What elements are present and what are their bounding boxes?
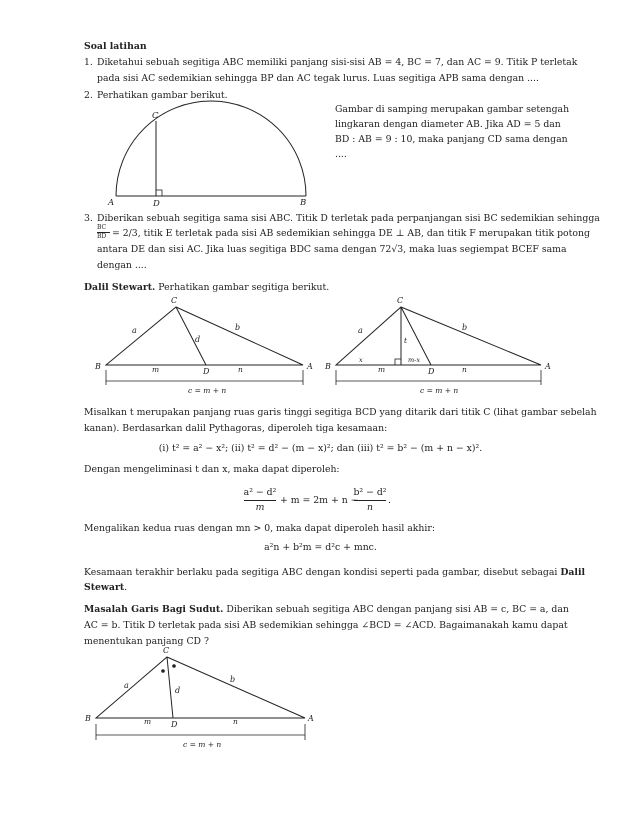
stewart-title: Dalil Stewart.: [84, 282, 156, 293]
problem-1-line-1: Diketahui sebuah segitiga ABC memiliki panjang sisi-sisi AB = 4, BC = 7, dan AC = 9. Titik P terletak: [97, 57, 578, 68]
eq-right-numerator: b² − d²: [353, 487, 387, 498]
label-c: C: [152, 111, 159, 121]
label-b: b: [235, 323, 241, 332]
angle-mark-left: [161, 669, 165, 673]
conclusion-bold-2: Stewart: [84, 582, 125, 593]
conclusion-bold-1: Dalil: [560, 567, 586, 578]
bisector-line-3: menentukan panjang CD ?: [84, 636, 209, 647]
label-a-vertex: A: [545, 362, 551, 371]
label-a: a: [124, 681, 129, 690]
bisector-intro: Diberikan sebuah segitiga ABC dengan panjang sisi AB = c, BC = a, dan: [226, 604, 569, 615]
stewart-elimination-text: Dengan mengeliminasi t dan x, maka dapat diperoleh:: [84, 464, 340, 475]
label-a: A: [108, 198, 115, 208]
stewart-para-line-2: kanan). Berdasarkan dalil Pythagoras, diperoleh tiga kesamaan:: [84, 423, 388, 434]
problem-3-line-1: Diberikan sebuah segitiga sama sisi ABC. Titik D terletak pada perpanjangan sisi BC sedemikian sehingga: [97, 213, 600, 224]
label-a-vertex: A: [308, 714, 314, 723]
problem-2-side-text-4: ....: [335, 149, 347, 160]
label-n: n: [462, 365, 467, 374]
label-n: n: [233, 717, 238, 726]
section-heading: Soal latihan: [84, 41, 147, 52]
conclusion-period: .: [124, 582, 128, 593]
problem-3-fraction-numerator: BC: [97, 224, 107, 231]
label-d-vertex: D: [428, 367, 435, 376]
conclusion-text: Kesamaan terakhir berlaku pada segitiga ABC dengan kondisi seperti pada gambar, disebut sebagai: [84, 567, 558, 578]
problem-2-side-text-2: lingkaran dengan diameter AB. Jika AD = 5 dan: [335, 119, 561, 130]
angle-mark-right: [172, 664, 176, 668]
label-b-vertex: B: [95, 362, 101, 371]
problem-2-line-1: Perhatikan gambar berikut.: [97, 90, 228, 101]
label-x: x: [359, 356, 363, 364]
label-c: C: [171, 296, 178, 305]
bisector-line-2: AC = b. Titik D terletak pada sisi AB sedemikian sehingga ∠BCD = ∠ACD. Bagaimanakah kamu dapat: [84, 620, 568, 631]
label-a: a: [358, 326, 363, 335]
label-d: D: [153, 199, 160, 209]
problem-1-line-2: pada sisi AC sedemikian sehingga BP dan AC tegak lurus. Luas segitiga APB sama dengan ....: [97, 73, 539, 84]
eq-left-denominator: m: [255, 502, 265, 513]
problem-2-side-text-3: BD : AB = 9 : 10, maka panjang CD sama dengan: [335, 134, 568, 145]
label-a: a: [132, 326, 137, 335]
label-b-vertex: B: [325, 362, 331, 371]
problem-3-number: 3.: [84, 213, 93, 224]
label-c-eq: c = m + n: [183, 740, 222, 749]
label-n: n: [238, 365, 243, 374]
problem-1-number: 1.: [84, 57, 93, 68]
label-m: m: [152, 365, 160, 374]
eq-left-numerator: a² − d²: [243, 487, 277, 498]
label-c-eq: c = m + n: [188, 386, 227, 395]
label-d: d: [195, 335, 201, 344]
label-d-vertex: D: [203, 367, 210, 376]
stewart-para-line-1: Misalkan t merupakan panjang ruas garis tinggi segitiga BCD yang ditarik dari titik C (lihat gambar sebelah: [84, 407, 597, 418]
label-d-vertex: D: [171, 720, 178, 729]
stewart-intro: Perhatikan gambar segitiga berikut.: [158, 282, 330, 293]
bisector-title: Masalah Garis Bagi Sudut.: [84, 604, 224, 615]
label-b: b: [462, 323, 468, 332]
label-c-eq: c = m + n: [420, 386, 459, 395]
eq-period: .: [388, 495, 391, 506]
label-a-vertex: A: [307, 362, 313, 371]
problem-3-fraction-denominator: BD: [97, 233, 107, 240]
label-b: B: [300, 198, 307, 208]
problem-2-side-text-1: Gambar di samping merupakan gambar setengah: [335, 104, 570, 115]
label-b: b: [230, 675, 236, 684]
problem-3-line-2: = 2/3, titik E terletak pada sisi AB sedemikian sehingga DE ⊥ AB, dan titik F merupakan titik potong: [112, 228, 590, 239]
problem-3-line-3: antara DE dan sisi AC. Jika luas segitiga BDC sama dengan 72√3, maka luas segiempat BCEF sama: [97, 244, 567, 255]
eq-right-denominator: n: [367, 502, 373, 513]
label-d: d: [175, 686, 181, 695]
problem-2-number: 2.: [84, 90, 93, 101]
stewart-multiply-text: Mengalikan kedua ruas dengan mn > 0, maka dapat diperoleh hasil akhir:: [84, 523, 435, 534]
label-b-vertex: B: [85, 714, 91, 723]
stewart-final-equation: a²n + b²m = d²c + mnc.: [264, 542, 377, 553]
bisector-cd: [167, 657, 173, 718]
label-c: C: [163, 646, 170, 655]
label-t: t: [404, 336, 408, 345]
eq-middle: + m = 2m + n −: [280, 495, 359, 506]
problem-3-line-4: dengan ....: [97, 260, 147, 271]
label-c: C: [397, 296, 404, 305]
stewart-three-equations: (i) t² = a² − x²; (ii) t² = d² − (m − x)²; dan (iii) t² = b² − (m + n − x)².: [158, 443, 483, 454]
label-m-minus-x: m-x: [408, 356, 421, 364]
label-m: m: [378, 365, 386, 374]
label-m: m: [144, 717, 152, 726]
